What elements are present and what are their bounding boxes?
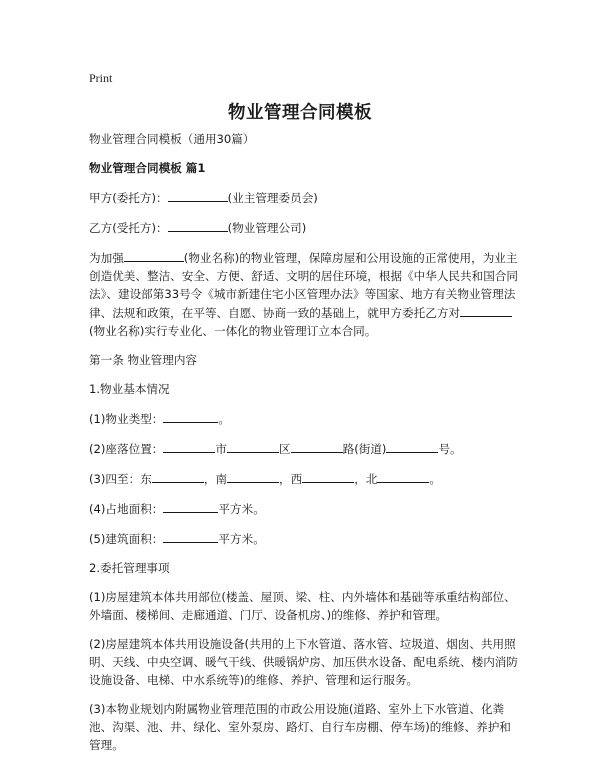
east-blank: [152, 469, 204, 483]
matter-3: (3)本物业规划内附属物业管理范围的市政公用设施(道路、室外上下水管道、化粪池、沟渠、池、井、绿化、室外泵房、路灯、自行车房棚、停车场)的维修、养护和管理。: [89, 702, 511, 752]
location-label: (2)座落位置：: [89, 442, 164, 456]
building-area-unit: 平方米。: [218, 532, 265, 546]
intro-part1: 为加强: [89, 251, 124, 265]
road-blank: [291, 439, 343, 453]
intro-part2: (物业名称)的物业管理，保障房屋和公用设施的正常使用，为业主创造优美、整洁、安全、方便、舒适、文明的居住环境，根据《中华人民共和国合同法》、建设部第33号令《城市新建住宅小区管理办法》等国家、地方有关物业管理法律、法规和政策，在平等、自愿、协商一致的基础上，就甲方委托乙方对: [89, 251, 518, 320]
print-link[interactable]: Print: [89, 71, 113, 85]
property-type-end: 。: [218, 412, 231, 426]
item-1-heading: 1.物业基本情况: [89, 382, 170, 396]
south-blank: [227, 469, 279, 483]
intro-paragraph: [89, 248, 519, 340]
property-type-label: (1)物业类型：: [89, 412, 164, 426]
land-area-unit: 平方米。: [218, 502, 265, 516]
party-a-prefix: 甲方(委托方)：: [89, 191, 168, 205]
land-area-blank: [163, 499, 218, 513]
south-label: ，南: [203, 472, 228, 486]
location-line: [89, 439, 519, 458]
page-title: 物业管理合同模板: [228, 103, 372, 123]
road-label: 路(街道): [342, 442, 387, 456]
party-a-line: [89, 188, 519, 207]
party-b-blank: [168, 218, 228, 232]
building-area-line: [89, 529, 519, 548]
number-label: 号。: [438, 442, 462, 456]
intro-part3: (物业名称)实行专业化、一体化的物业管理订立本合同。: [89, 324, 377, 338]
city-blank: [163, 439, 215, 453]
district-blank: [227, 439, 279, 453]
intro-blank-2: [460, 303, 512, 317]
north-blank: [377, 469, 429, 483]
party-b-prefix: 乙方(受托方)：: [89, 221, 168, 235]
party-a-blank: [168, 188, 228, 202]
property-type-line: [89, 409, 519, 428]
land-area-line: [89, 499, 519, 518]
matter-1: (1)房屋建筑本体共用部位(楼盖、屋顶、梁、柱、内外墙体和基础等承重结构部位、外墙面、楼梯间、走廊通道、门厅、设备机房、)的维修、养护和管理。: [89, 590, 516, 622]
north-label: ，北: [354, 472, 378, 486]
section-title: 物业管理合同模板 篇1: [89, 161, 206, 175]
party-b-suffix: (物业管理公司): [227, 221, 307, 235]
article-1-heading: 第一条 物业管理内容: [89, 353, 198, 367]
building-area-blank: [163, 529, 218, 543]
boundary-line: [89, 469, 519, 488]
land-area-label: (4)占地面积：: [89, 502, 164, 516]
party-b-line: [89, 218, 519, 237]
city-label: 市: [215, 442, 228, 456]
west-label: ，西: [279, 472, 303, 486]
district-label: 区: [279, 442, 291, 456]
building-area-label: (5)建筑面积：: [89, 532, 164, 546]
east-label: (3)四至：东: [89, 472, 152, 486]
subtitle: 物业管理合同模板（通用30篇）: [89, 132, 255, 146]
number-blank: [386, 439, 438, 453]
item-2-heading: 2.委托管理事项: [89, 561, 170, 575]
property-type-blank: [163, 409, 218, 423]
party-a-suffix: (业主管理委员会): [227, 191, 318, 205]
matter-2: (2)房屋建筑本体共用设施设备(共用的上下水管道、落水管、垃圾道、烟囱、共用照明、天线、中央空调、暖气干线、供暖锅炉房、加压供水设备、配电系统、楼内消防设施设备、电梯、中水系统等)的维修、养护、管理和运行服务。: [89, 637, 518, 687]
document-body: [89, 130, 519, 754]
intro-blank-1: [124, 248, 184, 262]
boundary-end: 。: [429, 472, 442, 486]
west-blank: [302, 469, 354, 483]
